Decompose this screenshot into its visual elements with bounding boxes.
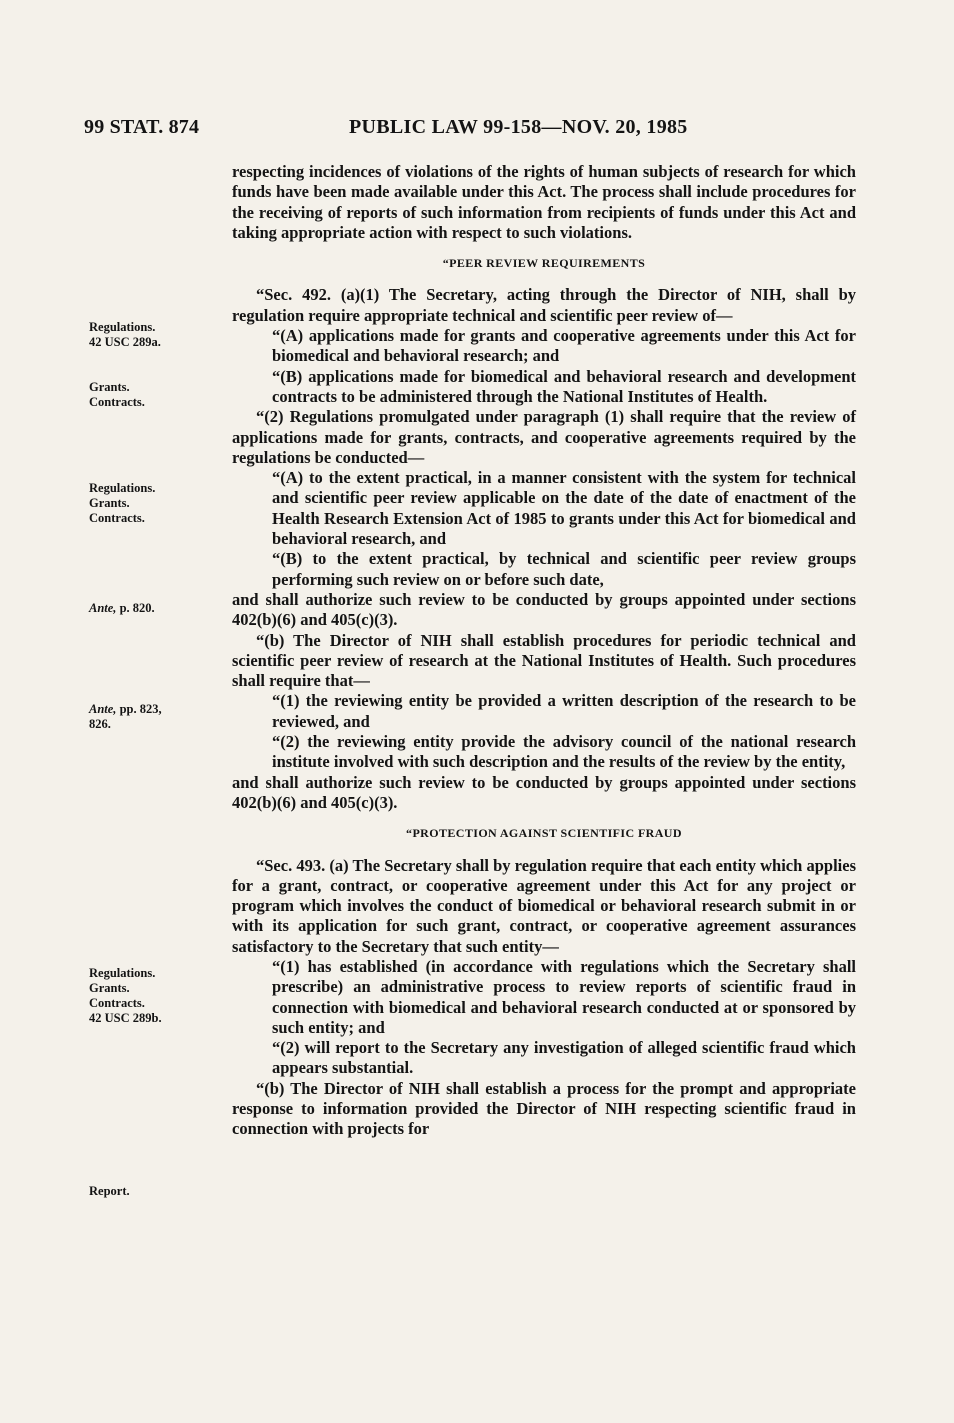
paragraph-text: “(1) the reviewing entity be provided a written description of the research to be reviewed, and [272,691,856,731]
margin-note-line: Regulations. [89,966,156,980]
paragraph-text: “(B) to the extent practical, by technical and scientific peer review groups performing such review on or before such date, [272,549,856,589]
margin-note-ante: Ante, [89,702,117,716]
margin-note-line: 42 USC 289a. [89,335,161,349]
margin-note-line: Grants. [89,496,130,510]
paragraph-sec-492-a2: “(2) Regulations promulgated under paragraph (1) shall require that the review of applications made for grants, contracts, and cooperative agreements required by the regulations be conducted— [232,407,856,467]
margin-note-report [89,1184,130,1199]
margin-note-regulations-289b [89,966,162,1026]
margin-note-line: Contracts. [89,511,145,525]
paragraph-sec-492-a1: “Sec. 492. (a)(1) The Secretary, acting through the Director of NIH, shall by regulation require appropriate technical and scientific peer review of— [232,285,856,325]
paragraph-text: “(A) to the extent practical, in a manner consistent with the system for technical and scientific peer review applicable on the date of the date of enactment of the Health Research Extension Act of 1985 to grants under this Act for biomedical and behavioral research, and [272,468,856,549]
paragraph-sec-492-a1-B [232,367,856,408]
margin-note-line: Regulations. [89,481,156,495]
margin-note-grants-contracts [89,380,145,410]
paragraph: respecting incidences of violations of the rights of human subjects of research for which funds have been made available under this Act. The process shall include procedures for the receiving of reports of such information from recipients of funds under this Act and taking appropriate action with respect to such violations. [232,162,856,242]
paragraph-text: “(2) will report to the Secretary any investigation of alleged scientific fraud which appears substantial. [272,1038,856,1078]
body-text [232,162,856,1140]
margin-note-regulations-289a [89,320,161,350]
paragraph-text: “(2) the reviewing entity provide the advisory council of the national research institute involved with such description and the results of the review by the entity, [272,732,856,772]
section-heading-peer-review: “PEER REVIEW REQUIREMENTS [442,256,646,271]
margin-note-line: Contracts. [89,395,145,409]
paragraph-sec-493-b: “(b) The Director of NIH shall establish a process for the prompt and appropriate response to information provided the Director of NIH respecting scientific fraud in connection with projects for [232,1078,856,1139]
paragraph-sec-492-b-tail: and shall authorize such review to be conducted by groups appointed under sections 402(b)(6) and 405(c)(3). [232,772,856,812]
paragraph-sec-493-a2 [232,1038,856,1079]
margin-note-line: Grants. [89,380,130,394]
margin-note-line: Grants. [89,981,130,995]
paragraph-sec-492-b: “(b) The Director of NIH shall establish procedures for periodic technical and scientific peer review of research at the National Institutes of Health. Such procedures shall require that— [232,630,856,691]
paragraph-sec-492-b1 [232,691,856,732]
margin-note-ante-820 [89,601,155,616]
margin-note-line: Regulations. [89,320,156,334]
margin-note-line: Report. [89,1184,130,1198]
law-title: PUBLIC LAW 99-158—NOV. 20, 1985 [349,116,688,138]
paragraph-text: “(1) has established (in accordance with regulations which the Secretary shall prescribe) an administrative process to review reports of scientific fraud in connection with biomedical and behavioral research conducted at or sponsored by such entity; and [272,956,856,1037]
margin-note-line: 42 USC 289b. [89,1011,162,1025]
margin-note-line: 826. [89,717,111,731]
stat-page-number: 99 STAT. 874 [84,116,200,138]
paragraph-sec-493-a1 [232,957,856,1038]
margin-note-regulations-grants-contracts [89,481,155,526]
paragraph-sec-492-a2-tail: and shall authorize such review to be conducted by groups appointed under sections 402(b)(6) and 405(c)(3). [232,589,856,630]
margin-note-page: p. 820. [116,601,155,615]
margin-note-ante: Ante, [89,601,117,615]
paragraph-text: “(A) applications made for grants and cooperative agreements under this Act for biomedical and behavioral research; and [272,326,856,366]
paragraph-text: “(B) applications made for biomedical and behavioral research and development contracts to be administered through the National Institutes of Health. [272,366,856,406]
margin-note-ante-823 [89,702,162,732]
paragraph-sec-493-a: “Sec. 493. (a) The Secretary shall by regulation require that each entity which applies for a grant, contract, or cooperative agreement under this Act for any project or program which involves the conduct of biomedical or behavioral research submit in or with its application for such grant, contract, or cooperative agreement assurances satisfactory to the Secretary that such entity— [232,855,856,956]
paragraph-sec-492-a1-A [232,326,856,367]
paragraph-sec-492-b2 [232,732,856,773]
section-heading-scientific-fraud: “PROTECTION AGAINST SCIENTIFIC FRAUD [406,826,682,841]
margin-note-page: pp. 823, [116,702,162,716]
margin-note-line: Contracts. [89,996,145,1010]
paragraph-sec-492-a2-A [232,468,856,549]
paragraph-sec-492-a2-B [232,549,856,590]
